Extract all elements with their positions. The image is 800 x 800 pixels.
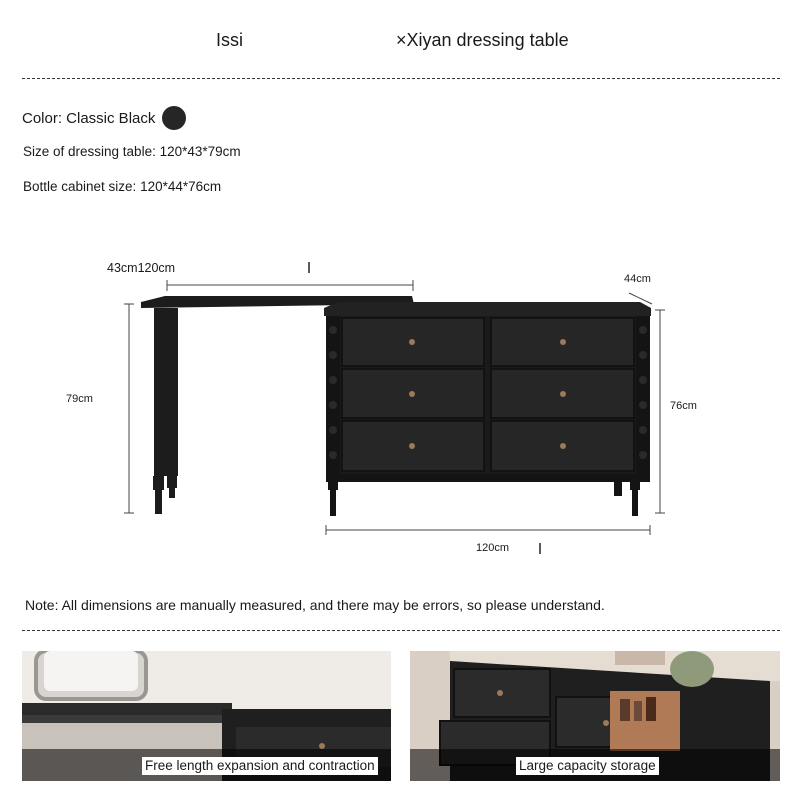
bottom-divider [22, 630, 780, 631]
table-height-label: 79cm [66, 393, 93, 405]
caption-storage: Large capacity storage [516, 757, 659, 775]
color-label: Color: Classic Black [22, 109, 156, 127]
measurement-note: Note: All dimensions are manually measured, and there may be errors, so please understand. [25, 597, 605, 613]
cabinet-height-label: 76cm [670, 400, 697, 412]
caption-expansion: Free length expansion and contraction [142, 757, 378, 775]
product-photo-expansion [22, 651, 391, 781]
bottle-cabinet [324, 302, 651, 516]
bottom-width-label: 120cm [476, 542, 510, 554]
bottle-cabinet-size: Bottle cabinet size: 120*44*76cm [23, 179, 222, 194]
depth-label: 44cm [624, 273, 651, 285]
product-photo-storage [410, 651, 780, 781]
dressing-table-size: Size of dressing table: 120*43*79cm [23, 144, 241, 159]
top-width-label: 43cm120cm [107, 261, 176, 275]
brand-name: Issi [216, 30, 243, 50]
product-title: ×Xiyan dressing table [396, 30, 569, 50]
